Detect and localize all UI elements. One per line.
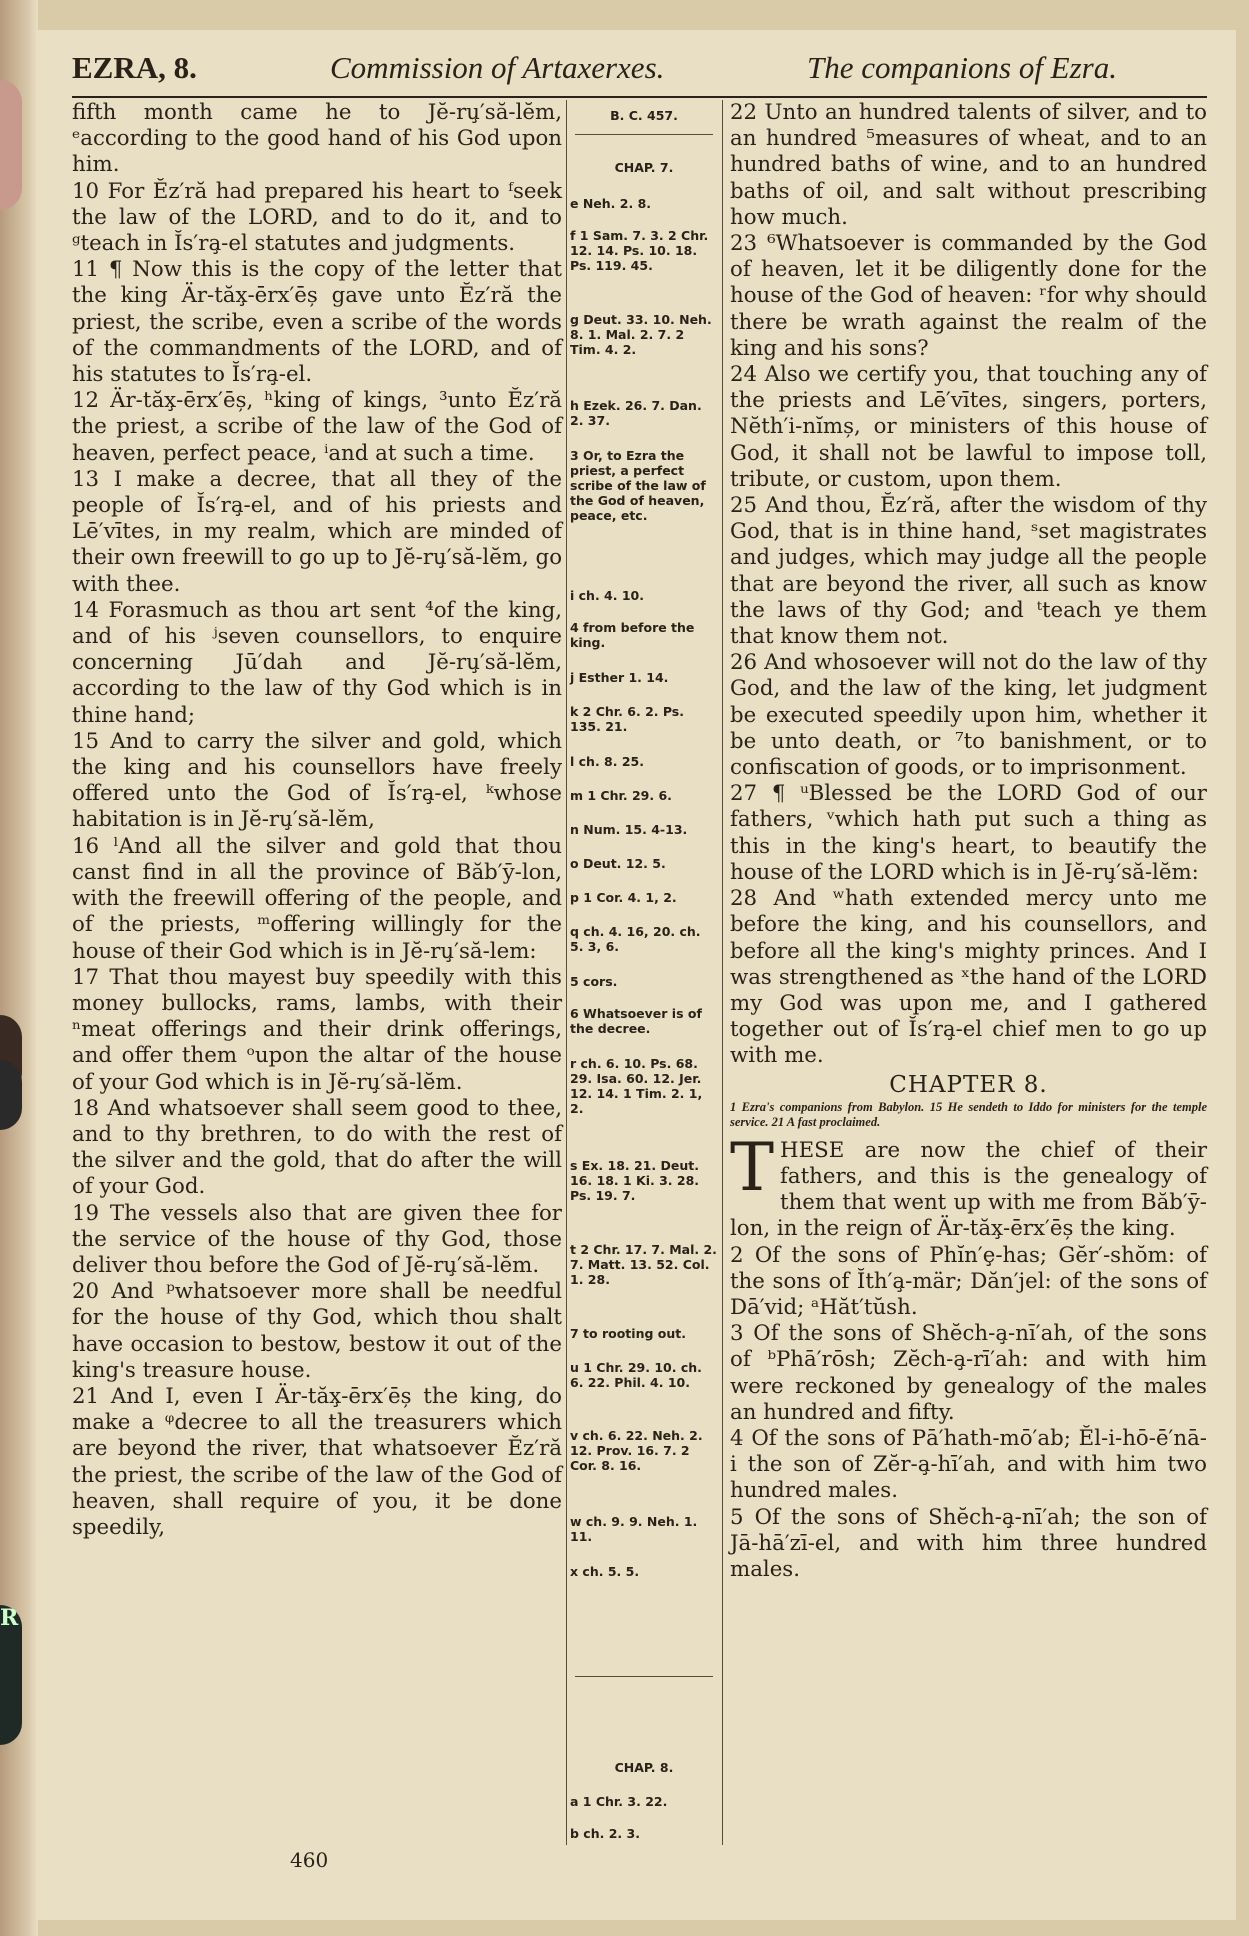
verse: 27 ¶ ᵘBlessed be the LORD God of our fathers, ᵛwhich hath put such a thing as this in the king's heart, to beautify the house of the LORD which is in Jĕ-ru̧′să-lĕm:	[730, 781, 1207, 885]
verse: 18 And whatsoever shall seem good to thee, and to thy brethren, to do with the rest of the silver and the gold, that do after the will of your God.	[72, 1095, 562, 1200]
verse: 15 And to carry the silver and gold, which the king and his counsellors have freely offered unto the God of Ĭs′ra̧-el, ᵏwhose habitation is in Jĕ-ru̧′să-lĕm,	[72, 728, 562, 833]
verse-text: HESE are now the chief of their fathers, and this is the genealogy of them that went up with me from Băb′ȳ-lon, in the reign of Är-tăx̧-ērx′ēș the king.	[730, 1137, 1207, 1242]
margin-rule	[575, 1676, 713, 1677]
cross-reference: 6 Whatsoever is of the decree.	[570, 1006, 702, 1036]
running-head-right: The companions of Ezra.	[807, 50, 1117, 85]
cross-reference: g Deut. 33. 10. Neh. 8. 1. Mal. 2. 7. 2 Tim. 4. 2.	[570, 312, 712, 357]
index-tab-letter: R	[0, 1605, 19, 1631]
cross-reference: 3 Or, to Ezra the priest, a perfect scribe of the law of the God of heaven, peace, etc.	[570, 448, 706, 523]
chapter-label: CHAP. 8.	[614, 1760, 674, 1775]
verse: 3 Of the sons of Shĕch-a̧-nī′ah, of the sons of ᵇPhā′rōsh; Zĕch-a̧-rī′ah: and with him were reckoned by genealogy of the males an hundred and fifty.	[730, 1321, 1207, 1425]
verse: 5 Of the sons of Shĕch-a̧-nī′ah; the son of Jā-hā′zī-el, and with him three hundred males.	[730, 1504, 1207, 1582]
cross-reference: u 1 Chr. 29. 10. ch. 6. 22. Phil. 4. 10.	[570, 1360, 702, 1390]
cross-reference: x ch. 5. 5.	[570, 1564, 640, 1579]
drop-cap: T	[730, 1128, 775, 1206]
verse: 2 Of the sons of Phĭn′ȩ-has; Gĕr′-shŏm: of the sons of Ĭth′a̧-mär; Dăn′jel: of the sons of Dā′vid; ᵃHăt′tŭsh.	[730, 1242, 1207, 1320]
running-head-left: Commission of Artaxerxes.	[330, 50, 665, 85]
cross-reference: o Deut. 12. 5.	[570, 856, 666, 871]
verse: 22 Unto an hundred talents of silver, and to an hundred ⁵measures of wheat, and to an hundred baths of wine, and to an hundred baths of oil, and salt without prescribing how much.	[730, 100, 1207, 230]
verse: 10 For Ĕz′ră had prepared his heart to ᶠseek the law of the LORD, and to do it, and to ᵍteach in Ĭs′ra̧-el statutes and judgments.	[72, 178, 562, 257]
cross-reference: w ch. 9. 9. Neh. 1. 11.	[570, 1514, 698, 1544]
index-tab	[0, 1060, 22, 1130]
cross-reference: m 1 Chr. 29. 6.	[570, 788, 672, 803]
cross-reference: b ch. 2. 3.	[570, 1826, 640, 1841]
verse: 12 Är-tăx̧-ērx′ēș, ʰking of kings, ³unto Ĕz′ră the priest, a scribe of the law of the God of heaven, perfect peace, ⁱand at such a time.	[72, 388, 562, 466]
verse: 16 ˡAnd all the silver and gold that thou canst find in all the province of Băb′ȳ-lon, with the freewill offering of the people, and of the priests, ᵐoffering willingly for the house of their God which is in Jĕ-ru̧′să-lem:	[72, 833, 562, 964]
verse: 24 Also we certify you, that touching any of the priests and Lē′vītes, singers, porters, Nĕth′i-nĭmș, or ministers of this house of God, it shall not be lawful to impose toll, tribute, or custom, upon them.	[730, 362, 1207, 492]
cross-reference: 7 to rooting out.	[570, 1326, 686, 1341]
verse: 25 And thou, Ĕz′ră, after the wisdom of thy God, that is in thine hand, ˢset magistrates and judges, which may judge all the people that are beyond the river, all such as know the laws of thy God; and ᵗteach ye them that know them not.	[730, 493, 1207, 650]
left-column	[72, 100, 562, 1541]
page-header	[72, 50, 1207, 90]
page-number: 460	[290, 1848, 329, 1872]
cross-reference: k 2 Chr. 6. 2. Ps. 135. 21.	[570, 704, 684, 734]
right-column	[730, 100, 1207, 1583]
cross-reference: n Num. 15. 4-13.	[570, 822, 688, 837]
cross-reference: 5 cors.	[570, 974, 618, 989]
chapter-heading: CHAPTER 8.	[889, 1071, 1048, 1098]
cross-reference: j Esther 1. 14.	[570, 670, 669, 685]
verse: 19 The vessels also that are given thee for the service of the house of thy God, those deliver thou before the God of Jĕ-ru̧′să-lĕm.	[72, 1200, 562, 1278]
verse: 28 And ʷhath extended mercy unto me before the king, and his counsellors, and before all the king's mighty princes. And I was strengthened as ˣthe hand of the LORD my God was upon me, and I gathered together out of Ĭs′ra̧-el chief men to go up with me.	[730, 886, 1207, 1069]
margin-rule	[575, 134, 713, 135]
verse: 4 Of the sons of Pā′hath-mō′ab; Ĕl-i-hō-ē′nā-i the son of Zĕr-a̧-hī′ah, and with him two hundred males.	[730, 1425, 1207, 1504]
verse: fifth month came he to Jĕ-ru̧′să-lĕm, ᵉaccording to the good hand of his God upon him.	[72, 100, 562, 178]
cross-reference: a 1 Chr. 3. 22.	[570, 1794, 668, 1809]
cross-reference: q ch. 4. 16, 20. ch. 5. 3, 6.	[570, 924, 701, 954]
index-tab	[0, 1605, 22, 1745]
cross-reference: l ch. 8. 25.	[570, 754, 644, 769]
chapter-label: CHAP. 7.	[614, 160, 674, 175]
cross-reference: v ch. 6. 22. Neh. 2. 12. Prov. 16. 7. 2 Cor. 8. 16.	[570, 1428, 703, 1473]
chapter-summary: 1 Ezra's companions from Babylon. 15 He sendeth to Iddo for ministers for the temple service. 21 A fast proclaimed.	[730, 1099, 1207, 1129]
date-label: B. C. 457.	[610, 108, 678, 123]
verse	[730, 1128, 1207, 1243]
book-chapter-title: EZRA, 8.	[72, 50, 197, 85]
cross-reference: e Neh. 2. 8.	[570, 196, 652, 211]
column-divider	[566, 100, 567, 1845]
verse: 20 And ᵖwhatsoever more shall be needful for the house of thy God, which thou shalt have occasion to bestow, bestow it out of the king's treasure house.	[72, 1279, 562, 1383]
index-tab	[0, 80, 22, 210]
verse: 17 That thou mayest buy speedily with this money bullocks, rams, lambs, with their ⁿmeat offerings and their drink offerings, and offer them ᵒupon the altar of the house of your God which is in Jĕ-ru̧′să-lĕm.	[72, 964, 562, 1095]
verse: 21 And I, even I Är-tăx̧-ērx′ēș the king, do make a ᵠdecree to all the treasurers which are beyond the river, that whatsoever Ĕz′ră the priest, the scribe of the law of the God of heaven, shall require of you, it be done speedily,	[72, 1383, 562, 1540]
column-divider	[722, 100, 723, 1845]
cross-reference: p 1 Cor. 4. 1, 2.	[570, 890, 677, 905]
cross-reference: r ch. 6. 10. Ps. 68. 29. Isa. 60. 12. Jer. 12. 14. 1 Tim. 2. 1, 2.	[570, 1056, 703, 1116]
cross-reference: i ch. 4. 10.	[570, 588, 644, 603]
verse: 23 ⁶Whatsoever is commanded by the God of heaven, let it be diligently done for the house of the God of heaven: ʳfor why should there be wrath against the realm of the king and his sons?	[730, 231, 1207, 361]
verse: 26 And whosoever will not do the law of thy God, and the law of the king, let judgment be executed speedily upon him, whether it be unto death, or ⁷to banishment, or to confiscation of goods, or to imprisonment.	[730, 650, 1207, 781]
header-rule	[72, 96, 1207, 98]
cross-reference: s Ex. 18. 21. Deut. 16. 18. 1 Ki. 3. 28. Ps. 19. 7.	[570, 1158, 700, 1203]
cross-reference: h Ezek. 26. 7. Dan. 2. 37.	[570, 398, 702, 428]
verse: 13 I make a decree, that all they of the people of Ĭs′ra̧-el, and of his priests and Lē′vītes, in my realm, which are minded of their own freewill to go up to Jĕ-ru̧′să-lĕm, go with thee.	[72, 466, 563, 597]
cross-reference: f 1 Sam. 7. 3. 2 Chr. 12. 14. Ps. 10. 18. Ps. 119. 45.	[570, 228, 709, 273]
cross-reference: t 2 Chr. 17. 7. Mal. 2. 7. Matt. 13. 52. Col. 1. 28.	[570, 1242, 717, 1287]
verse: 14 Forasmuch as thou art sent ⁴of the king, and of his ʲseven counsellors, to enquire concerning Jū′dah and Jĕ-ru̧′să-lĕm, according to the law of thy God which is in thine hand;	[72, 597, 562, 728]
cross-reference: 4 from before the king.	[570, 620, 695, 650]
verse: 11 ¶ Now this is the copy of the letter that the king Är-tăx̧-ērx′ēș gave unto Ĕz′ră the priest, the scribe, even a scribe of the words of the commandments of the LORD, and of his statutes to Ĭs′ra̧-el.	[72, 257, 562, 388]
